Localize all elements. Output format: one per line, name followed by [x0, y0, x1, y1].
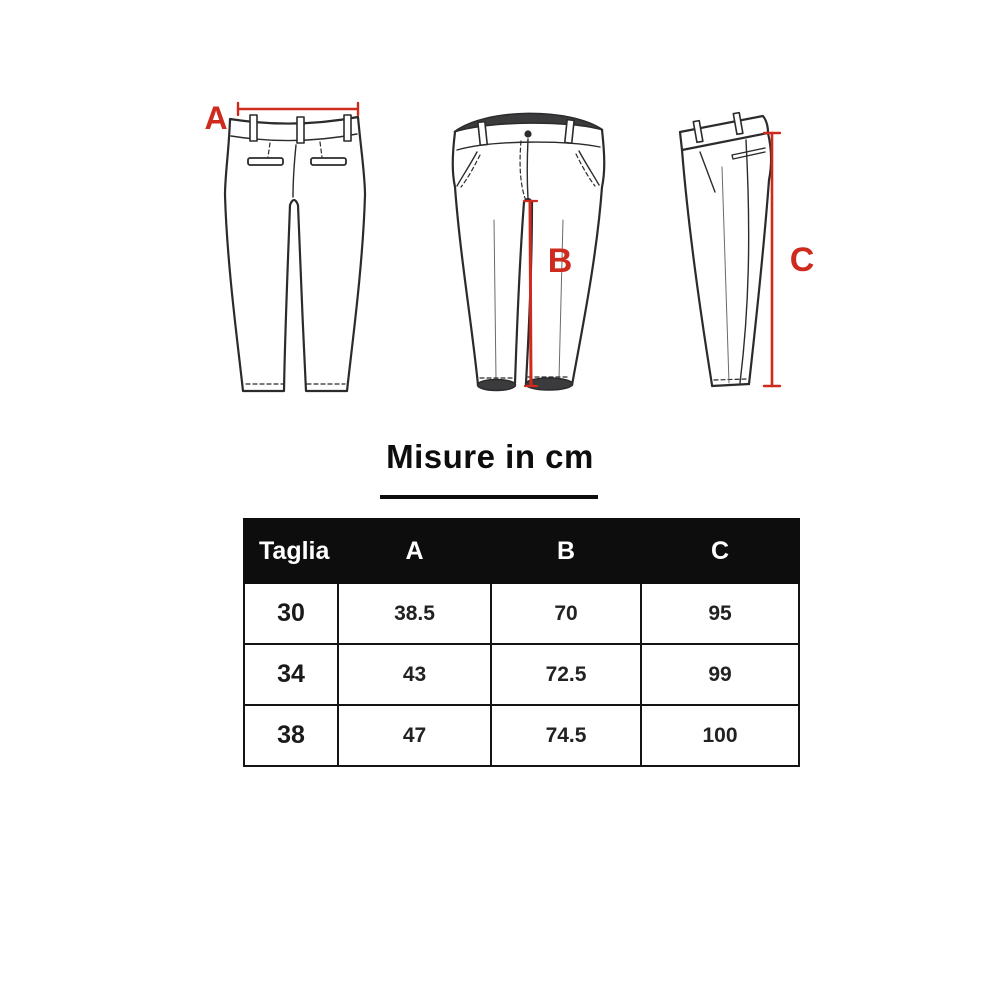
column-header-b: B — [491, 519, 641, 583]
measurement-label-c: C — [789, 241, 815, 279]
side-pocket-opening — [700, 152, 715, 192]
side-pocket-opening — [579, 151, 599, 185]
side-pocket-opening — [457, 152, 477, 186]
belt-loop — [565, 120, 574, 144]
leg-opening — [478, 380, 516, 391]
fly-stitch-line — [520, 141, 526, 201]
back-pocket-welt — [732, 148, 765, 159]
back-pocket-welt — [311, 158, 346, 165]
hem-stitch-line — [714, 379, 747, 380]
measurement-label-b: B — [547, 242, 573, 280]
pants-front-outline — [572, 130, 604, 385]
cell-b: 74.5 — [491, 705, 641, 766]
belt-loop — [693, 121, 703, 143]
column-header-a: A — [338, 519, 491, 583]
cell-b: 72.5 — [491, 644, 641, 705]
size-row — [244, 583, 799, 644]
cell-b: 70 — [491, 583, 641, 644]
pants-back-view-diagram — [200, 95, 440, 415]
inner-leg-seam — [515, 202, 524, 383]
hem-edge — [712, 384, 749, 386]
cell-taglia: 34 — [244, 644, 338, 705]
cell-a: 47 — [338, 705, 491, 766]
column-header-c: C — [641, 519, 799, 583]
waist-button — [524, 130, 531, 137]
leg-crease — [722, 167, 729, 383]
section-title: Misure in cm — [386, 438, 594, 475]
measurement-line-a — [238, 103, 358, 115]
title-underline — [380, 495, 598, 499]
size-row — [244, 705, 799, 766]
pants-side-view-drawing — [655, 95, 855, 415]
pants-side-outline — [682, 150, 712, 385]
pants-front-view-diagram — [430, 95, 620, 415]
pants-side-view-diagram — [655, 95, 855, 415]
size-table — [243, 518, 800, 767]
cell-taglia: 30 — [244, 583, 338, 644]
side-seam — [740, 140, 749, 383]
belt-loop — [250, 115, 257, 141]
cell-c: 99 — [641, 644, 799, 705]
size-table-header-row — [244, 519, 799, 583]
cell-a: 43 — [338, 644, 491, 705]
pants-back-view-drawing — [200, 95, 440, 415]
cell-c: 95 — [641, 583, 799, 644]
cell-c: 100 — [641, 705, 799, 766]
belt-loop — [478, 122, 487, 146]
back-pocket-welt — [248, 158, 283, 165]
belt-loop — [344, 115, 351, 141]
cell-a: 38.5 — [338, 583, 491, 644]
measurement-label-a: A — [204, 100, 228, 136]
center-front-seam — [527, 139, 528, 199]
side-pocket-bag — [461, 155, 480, 187]
cell-taglia: 38 — [244, 705, 338, 766]
pants-side-outline — [749, 133, 771, 384]
leg-crease — [494, 220, 496, 379]
size-row — [244, 644, 799, 705]
inner-waistband — [454, 113, 603, 132]
pants-front-outline — [453, 132, 478, 385]
side-pocket-bag — [576, 154, 595, 186]
pants-front-view-drawing — [430, 95, 620, 415]
belt-loop — [297, 117, 304, 143]
column-header-taglia: Taglia — [244, 519, 338, 583]
leg-opening — [526, 378, 573, 390]
measurement-line-b — [530, 202, 531, 385]
belt-loop — [733, 113, 743, 135]
